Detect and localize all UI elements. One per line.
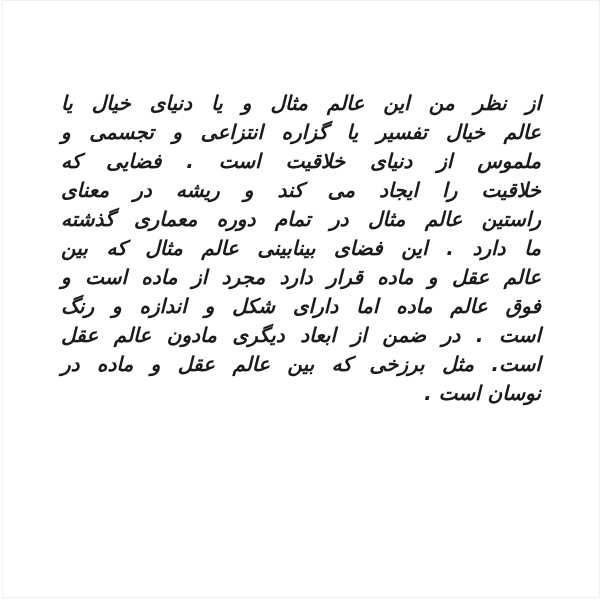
paragraph-line: عالم عقل و ماده قرار دارد مجرد از ماده است و	[61, 265, 541, 289]
paragraph-line: ما دارد . این فضای بینابینی عالم مثال که بین	[61, 236, 541, 260]
paragraph-line: است. مثل برزخی که بین عالم عقل و ماده در	[61, 352, 541, 376]
persian-paragraph	[61, 89, 541, 408]
paragraph-line: ملموس از دنیای خلاقیت است . فضایی که	[61, 149, 541, 173]
paragraph-line: است . در ضمن از ابعاد دیگری مادون عالم عقل	[61, 323, 541, 347]
paragraph-line: خلاقیت را ایجاد می کند و ریشه در معنای	[61, 178, 541, 202]
paragraph-last-line: نوسان است .	[424, 381, 541, 405]
paragraph-line: از نظر من این عالم مثال و یا دنیای خیال یا	[61, 91, 541, 115]
paragraph-line: عالم خیال تفسیر یا گزاره انتزاعی و تجسمی و	[61, 120, 541, 144]
text-image-canvas	[2, 0, 600, 598]
paragraph-line: راستین عالم مثال در تمام دوره معماری گذشته	[61, 207, 541, 231]
paragraph-line: فوق عالم ماده اما دارای شکل و اندازه و رنگ	[61, 294, 541, 318]
